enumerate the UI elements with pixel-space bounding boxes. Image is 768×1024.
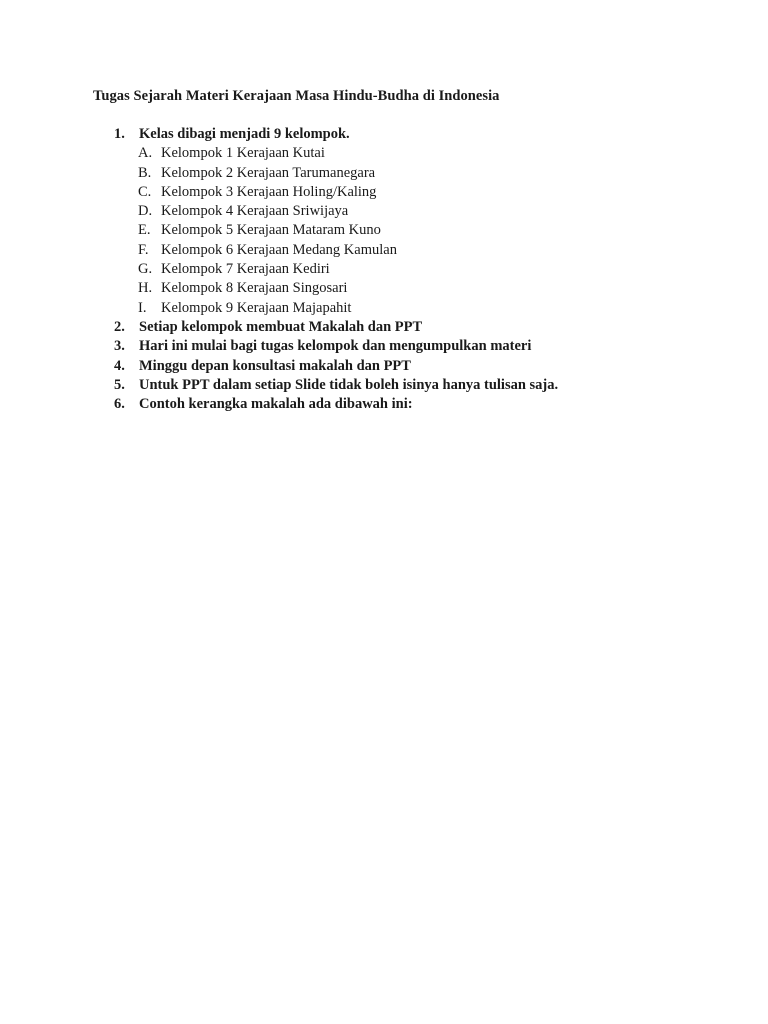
list-item-5 [93,376,733,395]
group-text: Kelompok 6 Kerajaan Medang Kamulan [161,241,397,258]
list-number: 3. [114,338,125,355]
group-letter: A. [138,145,153,162]
list-item-text: Untuk PPT dalam setiap Slide tidak boleh isinya hanya tulisan saja. [139,376,559,393]
list-item-6 [93,395,733,414]
group-text: Kelompok 7 Kerajaan Kediri [161,261,330,278]
group-item-h [93,279,733,298]
group-text: Kelompok 4 Kerajaan Sriwijaya [161,203,349,220]
document-title: Tugas Sejarah Materi Kerajaan Masa Hindu-Budha di Indonesia [93,88,500,104]
list-item-4 [93,357,733,376]
group-item-d [93,202,733,221]
group-list [93,144,733,318]
group-text: Kelompok 9 Kerajaan Majapahit [161,299,352,316]
group-item-a [93,144,733,163]
list-item-text: Contoh kerangka makalah ada dibawah ini: [139,396,413,413]
list-item-2 [93,318,733,337]
list-item-text: Hari ini mulai bagi tugas kelompok dan mengumpulkan materi [139,338,532,355]
group-text: Kelompok 5 Kerajaan Mataram Kuno [161,222,381,239]
group-item-f [93,241,733,260]
list-number: 1. [114,126,125,142]
group-text: Kelompok 3 Kerajaan Holing/Kaling [161,183,377,200]
list-number: 5. [114,376,125,393]
group-letter: G. [138,261,153,278]
group-item-b [93,164,733,183]
group-letter: H. [138,280,153,297]
group-letter: E. [138,222,151,239]
group-letter: B. [138,164,152,181]
group-letter: I. [138,299,147,316]
list-item-3 [93,337,733,356]
list-number: 2. [114,318,125,335]
group-letter: F. [138,241,149,258]
list-item-text: Minggu depan konsultasi makalah dan PPT [139,357,411,374]
group-text: Kelompok 2 Kerajaan Tarumanegara [161,164,376,181]
list-number: 4. [114,357,125,374]
list-item-1 [93,125,733,318]
group-letter: D. [138,203,153,220]
group-letter: C. [138,183,152,200]
list-item-text: Kelas dibagi menjadi 9 kelompok. [139,126,350,142]
group-item-e [93,221,733,240]
group-item-i [93,299,733,318]
assignment-list [93,125,733,414]
group-text: Kelompok 8 Kerajaan Singosari [161,280,348,297]
list-number: 6. [114,396,125,413]
group-text: Kelompok 1 Kerajaan Kutai [161,145,325,162]
group-item-g [93,260,733,279]
list-item-text: Setiap kelompok membuat Makalah dan PPT [139,318,423,335]
group-item-c [93,183,733,202]
